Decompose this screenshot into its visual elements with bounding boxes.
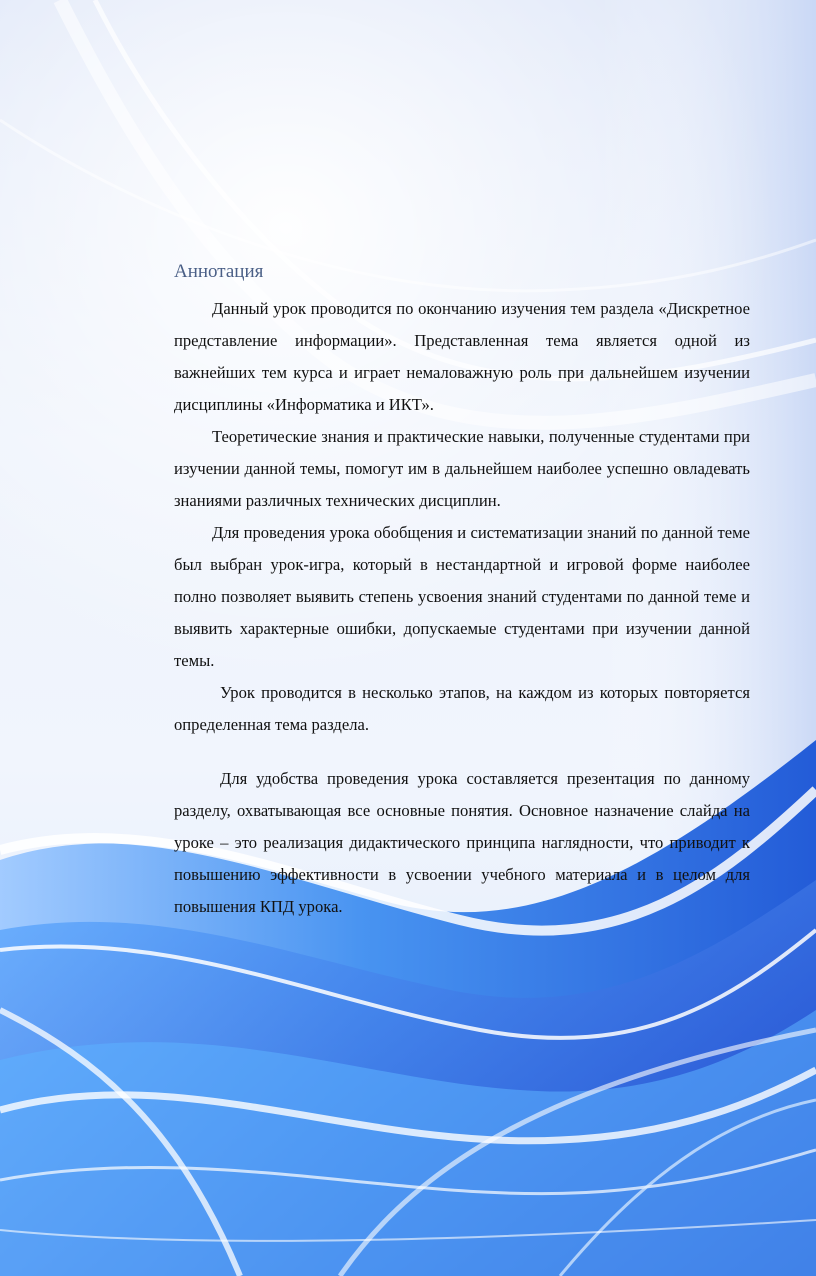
paragraph: Данный урок проводится по окончанию изучения тем раздела «Дискретное представление информации». Представленная тема является одной из важнейших тем курса и играет немаловажную роль при дальнейшем изучении дисциплины «Информатика и ИКТ». [174, 299, 750, 414]
paragraph: Теоретические знания и практические навыки, полученные студентами при изучении данной темы, помогут им в дальнейшем наиболее успешно овладевать знаниями различных технических дисциплин. [174, 427, 750, 510]
paragraph: Для удобства проведения урока составляется презентация по данному разделу, охватывающая все основные понятия. Основное назначение слайда на уроке – это реализация дидактического принципа наглядности, что приводит к повышению эффективности в усвоении учебного материала и в целом для повышения КПД урока. [174, 769, 750, 916]
paragraph: Урок проводится в несколько этапов, на каждом из которых повторяется определенная тема раздела. [174, 683, 750, 734]
section-title: Аннотация [174, 261, 264, 282]
annotation-section [174, 259, 750, 923]
paragraph: Для проведения урока обобщения и систематизации знаний по данной теме был выбран урок-игра, который в нестандартной и игровой форме наиболее полно позволяет выявить степень усвоения знаний студентами по данной теме и выявить характерные ошибки, допускаемые студентами при изучении данной темы. [174, 523, 750, 670]
